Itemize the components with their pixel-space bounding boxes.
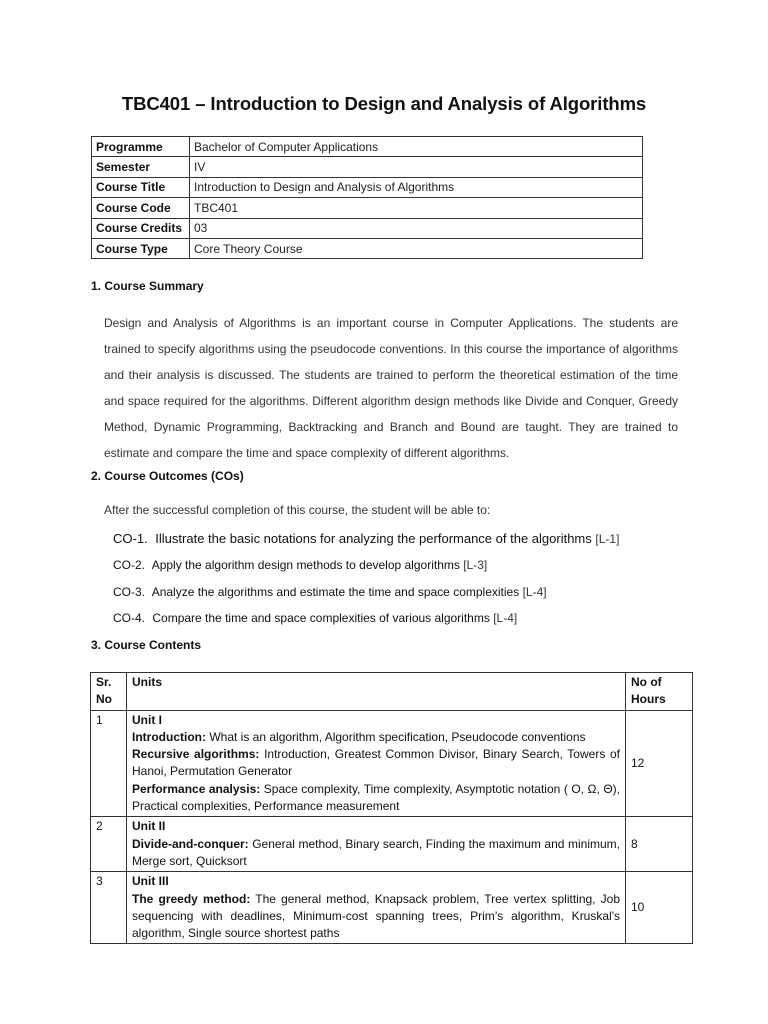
- table-row: [91, 710, 693, 817]
- outcome-level: [L-4]: [493, 611, 518, 625]
- table-row: [91, 872, 693, 944]
- row-sr-no: 3: [91, 872, 127, 944]
- outcome-label: CO-2.: [113, 558, 146, 572]
- topic: [132, 781, 620, 816]
- outcome-item: [113, 585, 547, 599]
- table-row: [91, 817, 693, 872]
- topic-text: Introduction, Greatest Common Divisor, Binary Search, Towers of Hanoi, Permutation Generator: [132, 747, 620, 779]
- topic-text: General method, Binary search, Finding the maximum and minimum, Merge sort, Quicksort: [132, 836, 620, 868]
- outcome-level: [L-1]: [595, 532, 620, 546]
- header-hours: No of Hours: [626, 673, 693, 711]
- summary-heading: 1. Course Summary: [91, 279, 204, 293]
- info-key: Course Title: [92, 177, 190, 197]
- table-header-row: [91, 673, 693, 711]
- topic-label: Introduction:: [132, 729, 206, 744]
- info-key: Course Credits: [92, 218, 190, 238]
- topic: [132, 729, 620, 746]
- outcome-label: CO-1.: [113, 531, 148, 546]
- contents-heading: 3. Course Contents: [91, 638, 202, 652]
- info-value: IV: [190, 157, 643, 177]
- header-units: Units: [127, 673, 626, 711]
- page-title: TBC401 – Introduction to Design and Analysis of Algorithms: [121, 93, 647, 114]
- outcome-label: CO-4.: [113, 611, 146, 625]
- info-value: 03: [190, 218, 643, 238]
- course-info-table: [91, 136, 643, 259]
- row-hours: 12: [626, 710, 693, 817]
- topic-label: Recursive algorithms:: [132, 747, 260, 762]
- outcome-level: [L-4]: [522, 585, 547, 599]
- summary-paragraph: Design and Analysis of Algorithms is an important course in Computer Applications. The students are trained to specify algorithms using the pseudocode conventions. In this course the importance of algorithms and their analysis is discussed. The students are trained to perform the theoretical estimation of the time and space required for the algorithms. Different algorithm design methods like Divide and Conquer, Greedy Method, Dynamic Programming, Backtracking and Branch and Bound are taught. They are trained to estimate and compare the time and space complexity of different algorithms.: [104, 316, 678, 460]
- topic-text: Space complexity, Time complexity, Asymptotic notation ( O, Ω, Θ), Practical complexities, Performance measurement: [132, 781, 620, 814]
- outcome-item: [113, 611, 517, 625]
- info-row: [92, 137, 643, 157]
- info-value: Introduction to Design and Analysis of Algorithms: [190, 177, 643, 197]
- outcome-label: CO-3.: [113, 585, 146, 599]
- info-row: [92, 218, 643, 238]
- unit-title: Unit III: [132, 874, 169, 889]
- row-units-cell: [127, 710, 626, 817]
- topic-label: Divide-and-conquer:: [132, 836, 249, 851]
- info-key: Course Type: [92, 238, 190, 258]
- outcome-item: [113, 531, 619, 546]
- info-row: [92, 198, 643, 218]
- info-value: TBC401: [190, 198, 643, 218]
- unit-title: Unit II: [132, 819, 166, 834]
- outcome-item: [113, 558, 487, 572]
- outcome-level: [L-3]: [463, 558, 488, 572]
- outcome-text: Analyze the algorithms and estimate the time and space complexities: [151, 585, 520, 599]
- outcomes-intro: After the successful completion of this course, the student will be able to:: [104, 503, 491, 517]
- row-sr-no: 2: [91, 817, 127, 872]
- info-row: [92, 238, 643, 258]
- topic-label: Performance analysis:: [132, 781, 261, 796]
- outcome-text: Apply the algorithm design methods to develop algorithms: [151, 558, 460, 572]
- outcome-text: Illustrate the basic notations for analyzing the performance of the algorithms: [155, 531, 592, 546]
- info-key: Course Code: [92, 198, 190, 218]
- header-sr-no: Sr. No: [91, 673, 127, 711]
- row-hours: 10: [626, 872, 693, 944]
- outcomes-heading: 2. Course Outcomes (COs): [91, 469, 244, 483]
- topic-text: The general method, Knapsack problem, Tree vertex splitting, Job sequencing with deadlines, Minimum-cost spanning trees, Prim’s algorithm, Kruskal's algorithm, Single source shortest paths: [132, 891, 620, 941]
- topic-label: The greedy method:: [132, 891, 251, 906]
- outcome-text: Compare the time and space complexities of various algorithms: [152, 611, 490, 625]
- info-value: Core Theory Course: [190, 238, 643, 258]
- row-units-cell: [127, 872, 626, 944]
- info-key: Semester: [92, 157, 190, 177]
- topic: [132, 891, 620, 943]
- topic-text: What is an algorithm, Algorithm specification, Pseudocode conventions: [209, 729, 586, 744]
- row-units-cell: [127, 817, 626, 872]
- topic: [132, 746, 620, 781]
- info-key: Programme: [92, 137, 190, 157]
- info-row: [92, 177, 643, 197]
- info-value: Bachelor of Computer Applications: [190, 137, 643, 157]
- info-row: [92, 157, 643, 177]
- topic: [132, 836, 620, 871]
- row-hours: 8: [626, 817, 693, 872]
- row-sr-no: 1: [91, 710, 127, 817]
- course-contents-table: [90, 672, 693, 944]
- unit-title: Unit I: [132, 712, 162, 727]
